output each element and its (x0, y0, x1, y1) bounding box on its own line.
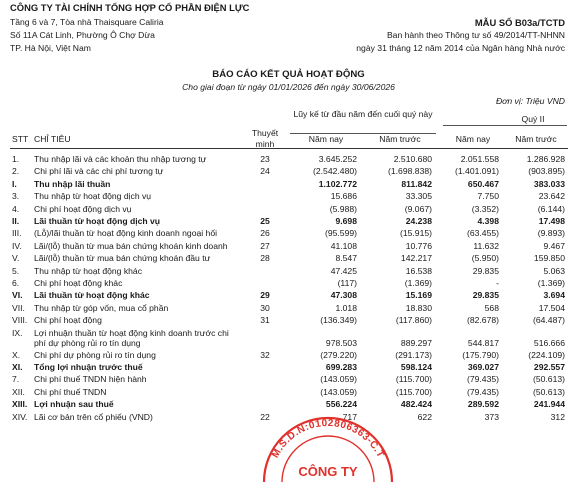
row-value-prior-ytd: 142.217 (400, 253, 432, 264)
row-value-current-ytd: 9.698 (335, 216, 357, 226)
row-value-prior-quarter: (903.895) (528, 166, 565, 177)
report-title: BÁO CÁO KẾT QUẢ HOẠT ĐỘNG (212, 69, 365, 80)
row-value-current-ytd: (95.599) (324, 228, 357, 239)
row-stt: XII. (12, 386, 25, 397)
row-value-current-ytd: (136.349) (320, 315, 357, 326)
row-stt: 7. (12, 374, 20, 385)
row-value-current-quarter: (82.678) (466, 315, 499, 326)
row-value-prior-quarter: (224.109) (528, 349, 565, 360)
row-stt: V. (12, 253, 20, 264)
row-label: (Lỗ)/lãi thuần từ hoạt động kinh doanh ngoại hối (34, 228, 218, 239)
header-underline (10, 148, 568, 149)
seal-ring-text: M.S.D.N:0102806363-C.T (270, 417, 386, 460)
row-stt: VII. (12, 302, 25, 313)
row-value-current-ytd: (2.542.480) (313, 166, 357, 177)
form-note-line1: Ban hành theo Thông tư số 49/2014/TT-NHNN (386, 30, 565, 40)
row-note: 26 (260, 228, 270, 239)
row-value-prior-ytd: 10.776 (405, 240, 432, 251)
row-stt: 4. (12, 203, 20, 214)
row-note: 30 (260, 302, 270, 313)
row-value-current-quarter: (1.401.091) (455, 166, 499, 177)
row-value-prior-quarter: (1.369) (537, 278, 565, 288)
row-value-prior-quarter: 9.467 (543, 240, 565, 251)
row-value-prior-ytd: (1.369) (404, 278, 432, 288)
row-value-current-ytd: (5.988) (329, 203, 357, 214)
row-stt: IV. (12, 240, 22, 251)
company-address-line3: TP. Hà Nội, Việt Nam (10, 43, 91, 53)
table-row (0, 374, 577, 386)
row-value-prior-ytd: (115.700) (395, 386, 432, 397)
row-value-current-quarter: 2.051.558 (460, 154, 499, 164)
row-value-prior-quarter: 159.850 (533, 253, 565, 264)
row-value-prior-quarter: 17.498 (538, 216, 565, 226)
row-value-current-quarter: 544.817 (467, 337, 499, 348)
unit-label: Đơn vị: Triệu VND (495, 96, 565, 106)
row-label: Thu nhập từ hoạt động khác (34, 265, 143, 276)
row-label: Lãi/(lỗ) thuần từ mua bán chứng khoán đầu tư (34, 253, 211, 264)
header-thuyet-minh: Thuyết minh (251, 128, 279, 149)
row-label: Lãi thuần từ hoạt động dịch vụ (34, 216, 161, 226)
table-row (0, 399, 577, 411)
row-label: Chi phí lãi và các chi phí tương tự (34, 166, 164, 177)
row-value-prior-quarter: (64.487) (532, 315, 565, 326)
row-value-current-quarter: (79.435) (466, 386, 499, 397)
row-stt: XI. (12, 362, 23, 372)
company-seal (258, 412, 398, 482)
row-label: Tổng lợi nhuận trước thuế (34, 362, 143, 372)
row-stt: XIV. (12, 411, 28, 422)
row-value-current-quarter: 369.027 (467, 362, 499, 372)
row-value-prior-ytd: (115.700) (395, 374, 432, 385)
row-value-current-ytd: 15.686 (330, 191, 357, 202)
row-value-current-quarter: - (496, 278, 499, 288)
row-note: 25 (260, 216, 270, 226)
row-label: Lãi cơ bản trên cổ phiếu (VND) (34, 411, 153, 422)
row-value-current-ytd: 978.503 (325, 337, 357, 348)
table-row (0, 154, 577, 166)
row-value-prior-ytd: (1.698.838) (388, 166, 432, 177)
row-value-prior-quarter: 17.504 (538, 302, 565, 313)
row-value-prior-ytd: (117.860) (395, 315, 432, 326)
row-value-current-quarter: 289.592 (467, 399, 499, 410)
header-luy-ke: Lũy kế từ đầu năm đến cuối quý này (293, 109, 433, 119)
row-value-current-ytd: 556.224 (325, 399, 357, 410)
table-row (0, 303, 577, 315)
row-value-prior-ytd: (9.067) (404, 203, 432, 214)
company-address-line2: Số 11A Cát Linh, Phường Ô Chợ Dừa (10, 30, 155, 40)
row-label: Thu nhập lãi thuần (34, 178, 111, 189)
row-note: 22 (260, 411, 270, 422)
row-stt: III. (12, 228, 22, 239)
row-value-current-ytd: 1.018 (335, 302, 357, 313)
company-name: CÔNG TY TÀI CHÍNH TỔNG HỢP CỔ PHẦN ĐIỆN LỰC (10, 2, 250, 13)
row-value-prior-ytd: (15.915) (399, 228, 432, 239)
row-value-current-ytd: 47.308 (330, 290, 357, 301)
row-value-prior-ytd: 16.538 (405, 265, 432, 276)
row-value-prior-quarter: 383.033 (533, 178, 565, 189)
report-period: Cho giai đoạn từ ngày 01/01/2026 đến ngày 30/06/2026 (182, 82, 395, 92)
row-value-prior-ytd: 811.842 (401, 178, 432, 189)
row-value-prior-quarter: 23.642 (538, 191, 565, 202)
row-label: Lãi thuần từ hoạt động khác (34, 290, 150, 301)
row-value-prior-quarter: 3.694 (543, 290, 565, 301)
table-row (0, 315, 577, 327)
row-value-current-quarter: 29.835 (472, 265, 499, 276)
table-row (0, 241, 577, 253)
row-value-current-quarter: 568 (484, 302, 499, 313)
header-chi-tieu: CHỈ TIÊU (34, 134, 71, 144)
table-row (0, 350, 577, 362)
header-nam-truoc: Năm trước (379, 134, 421, 144)
row-value-prior-quarter: 292.557 (533, 362, 565, 372)
row-value-current-quarter: (3.352) (471, 203, 499, 214)
row-value-current-quarter: 7.750 (477, 191, 499, 202)
row-value-current-ytd: (279.220) (320, 349, 357, 360)
row-value-current-quarter: (63.455) (466, 228, 499, 239)
row-stt: 3. (12, 191, 20, 202)
row-note: 24 (260, 166, 270, 177)
row-note: 27 (260, 240, 270, 251)
table-row (0, 278, 577, 290)
row-label: Chi phí dự phòng rủi ro tín dụng (34, 349, 156, 360)
row-value-current-ytd: 41.108 (330, 240, 357, 251)
row-value-prior-quarter: (6.144) (537, 203, 565, 214)
row-value-prior-quarter: 312 (550, 411, 565, 422)
row-value-prior-quarter: (50.613) (532, 386, 565, 397)
table-row (0, 387, 577, 399)
row-stt: X. (12, 349, 21, 360)
header-quy: Quý II (521, 114, 545, 124)
header-quy-nam-nay: Năm nay (455, 134, 491, 144)
table-row (0, 191, 577, 203)
row-value-prior-quarter: (50.613) (532, 374, 565, 385)
row-label: Lợi nhuận thuần từ hoạt động kinh doanh trước chi phí dự phòng rủi ro tín dụng (34, 327, 229, 349)
row-value-prior-ytd: 2.510.680 (393, 154, 432, 164)
row-stt: IX. (12, 327, 23, 338)
row-note: 31 (260, 315, 270, 326)
row-note: 28 (260, 253, 270, 264)
row-value-current-quarter: 650.467 (467, 178, 499, 189)
row-value-current-quarter: 11.632 (473, 240, 499, 251)
row-stt: 6. (12, 278, 20, 288)
table-row (0, 228, 577, 240)
table-row (0, 216, 577, 228)
row-value-prior-ytd: 33.305 (405, 191, 432, 202)
row-stt: VIII. (12, 315, 28, 326)
row-value-current-quarter: 373 (484, 411, 499, 422)
row-value-current-ytd: 47.425 (330, 265, 357, 276)
table-row (0, 328, 577, 350)
row-value-current-ytd: 699.283 (325, 362, 357, 372)
row-value-current-quarter: (5.950) (471, 253, 499, 264)
row-stt: I. (12, 178, 17, 189)
row-note: 29 (260, 290, 270, 301)
header-divider-quy (443, 125, 567, 126)
row-value-current-ytd: (143.059) (320, 374, 357, 385)
row-stt: 5. (12, 265, 20, 276)
form-code: MẪU SỐ B03a/TCTD (474, 17, 565, 28)
header-nam-nay: Năm nay (308, 134, 344, 144)
row-value-prior-quarter: 5.063 (543, 265, 565, 276)
row-label: Chi phí thuế TNDN (34, 386, 107, 397)
row-note: 32 (260, 349, 270, 360)
row-label: Lãi/(lỗ) thuần từ mua bán chứng khoán kinh doanh (34, 240, 228, 251)
row-value-current-ytd: 1.102.772 (318, 178, 357, 189)
table-row (0, 166, 577, 178)
row-value-prior-ytd: 482.424 (400, 399, 432, 410)
row-value-prior-quarter: 516.666 (533, 337, 565, 348)
row-label: Chi phí hoạt động khác (34, 278, 123, 288)
row-label: Thu nhập lãi và các khoản thu nhập tương tự (34, 154, 207, 164)
row-value-current-ytd: 8.547 (335, 253, 357, 264)
header-quy-nam-truoc: Năm trước (515, 134, 557, 144)
row-value-prior-ytd: 622 (417, 411, 432, 422)
row-value-current-quarter: (175.790) (462, 349, 499, 360)
row-value-prior-ytd: 15.169 (405, 290, 432, 301)
row-label: Chi phí thuế TNDN hiện hành (34, 374, 147, 385)
row-stt: 1. (12, 154, 20, 164)
table-row (0, 362, 577, 374)
row-value-prior-quarter: 241.944 (533, 399, 565, 410)
row-value-current-quarter: 4.398 (477, 216, 499, 226)
row-stt: VI. (12, 290, 23, 301)
table-row (0, 266, 577, 278)
row-value-prior-quarter: 1.286.928 (526, 154, 565, 164)
row-value-current-quarter: 29.835 (472, 290, 499, 301)
row-stt: XIII. (12, 399, 28, 410)
row-value-prior-ytd: 24.238 (405, 216, 432, 226)
table-row (0, 204, 577, 216)
row-value-prior-ytd: (291.173) (395, 349, 432, 360)
row-value-current-ytd: (143.059) (320, 386, 357, 397)
seal-inner-text: CÔNG TY (298, 464, 358, 479)
header-stt: STT (12, 134, 29, 144)
table-row (0, 290, 577, 302)
row-value-current-ytd: 3.645.252 (318, 154, 357, 164)
row-label: Chi phí hoạt động dịch vụ (34, 203, 132, 214)
row-label: Lợi nhuận sau thuế (34, 399, 114, 410)
row-value-prior-ytd: 18.830 (405, 302, 432, 313)
row-value-prior-quarter: (9.893) (537, 228, 565, 239)
row-label: Thu nhập từ góp vốn, mua cổ phần (34, 302, 169, 313)
row-label: Chi phí hoạt động (34, 315, 102, 326)
row-note: 23 (260, 154, 270, 164)
row-value-prior-ytd: 889.297 (400, 337, 432, 348)
row-value-current-quarter: (79.435) (466, 374, 499, 385)
table-row (0, 253, 577, 265)
row-stt: 2. (12, 166, 20, 177)
form-note-line2: ngày 31 tháng 12 năm 2014 của Ngân hàng Nhà nước (356, 43, 565, 53)
row-value-current-ytd: (117) (337, 278, 357, 288)
company-address-line1: Tầng 6 và 7, Tòa nhà Thaisquare Caliria (10, 17, 164, 27)
table-row (0, 179, 577, 191)
row-stt: II. (12, 216, 20, 226)
row-label: Thu nhập từ hoạt động dịch vụ (34, 191, 152, 202)
row-value-prior-ytd: 598.124 (400, 362, 432, 372)
row-value-current-ytd: 717 (342, 411, 357, 422)
